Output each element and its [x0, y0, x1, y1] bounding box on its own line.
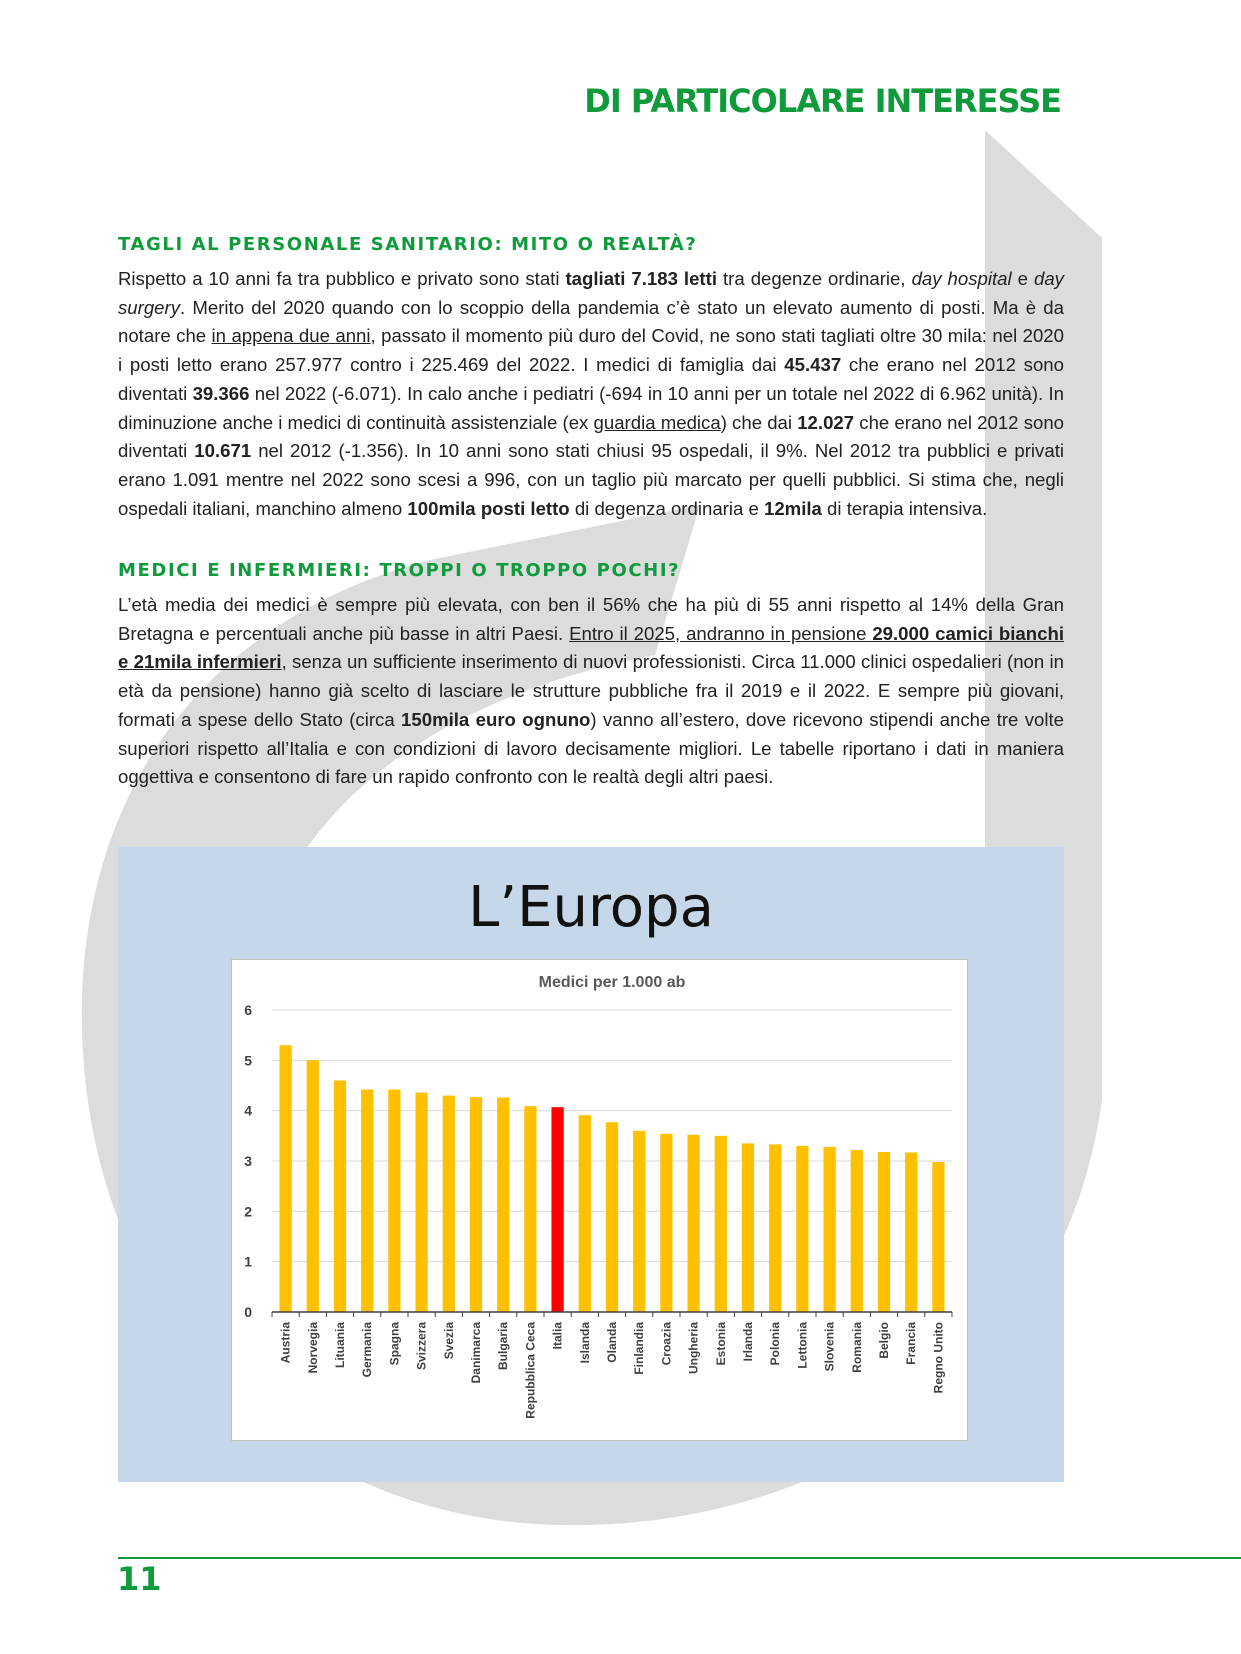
x-tick-label: Bulgaria — [496, 1322, 511, 1371]
x-tick-label: Danimarca — [469, 1322, 483, 1384]
x-tick-label: Repubblica Ceca — [523, 1322, 538, 1419]
x-tick-label: Belgio — [877, 1322, 891, 1359]
bar-francia — [905, 1152, 917, 1312]
y-tick-label: 0 — [244, 1304, 252, 1320]
x-tick-label: Estonia — [713, 1322, 728, 1366]
bar-italia — [551, 1107, 563, 1312]
y-tick-label: 1 — [244, 1253, 252, 1270]
x-tick-label: Lettonia — [795, 1322, 810, 1369]
footer-rule — [118, 1557, 1241, 1559]
chart-panel-title: L’Europa — [468, 875, 714, 940]
bar-lettonia — [796, 1146, 808, 1312]
x-tick-label: Islanda — [577, 1322, 592, 1364]
bar-ungheria — [687, 1135, 699, 1312]
bar-chart — [232, 960, 967, 1440]
bar-polonia — [769, 1144, 781, 1312]
y-tick-label: 4 — [244, 1102, 252, 1119]
x-tick-label: Spagna — [387, 1322, 402, 1366]
bar-olanda — [606, 1122, 618, 1312]
y-tick-label: 2 — [244, 1203, 252, 1220]
bar-islanda — [579, 1115, 591, 1312]
bar-bulgaria — [497, 1098, 509, 1312]
section-heading-medici: MEDICI E INFERMIERI: TROPPI O TROPPO POCHI? — [118, 560, 681, 581]
bar-irlanda — [742, 1143, 754, 1312]
y-tick-label: 6 — [244, 1002, 252, 1018]
bar-svizzera — [415, 1093, 427, 1312]
chart-panel — [118, 847, 1064, 1482]
page-number: 11 — [117, 1560, 162, 1598]
x-tick-label: Regno Unito — [931, 1322, 946, 1394]
x-tick-label: Svezia — [441, 1322, 456, 1360]
bar-lituania — [334, 1080, 346, 1312]
y-tick-label: 5 — [244, 1052, 252, 1069]
bar-spagna — [388, 1090, 400, 1312]
bar-svezia — [443, 1096, 455, 1312]
x-tick-label: Italia — [550, 1322, 565, 1350]
x-tick-label: Olanda — [605, 1322, 619, 1363]
bar-croazia — [660, 1134, 672, 1312]
bar-belgio — [878, 1152, 890, 1312]
x-tick-label: Lituania — [333, 1322, 347, 1369]
bar-danimarca — [470, 1097, 482, 1312]
section-heading-tagli: TAGLI AL PERSONALE SANITARIO: MITO O REALTÀ? — [118, 234, 698, 255]
x-tick-label: Slovenia — [822, 1322, 837, 1372]
x-tick-label: Romania — [849, 1322, 864, 1373]
chart-box — [231, 959, 968, 1441]
bar-germania — [361, 1090, 373, 1312]
x-tick-label: Finlandia — [632, 1322, 647, 1375]
header-title: DI PARTICOLARE INTERESSE — [584, 82, 1061, 120]
x-tick-label: Germania — [360, 1322, 375, 1378]
bar-regno-unito — [932, 1162, 944, 1312]
bar-slovenia — [823, 1147, 835, 1312]
section-tagli — [118, 234, 1064, 523]
x-tick-label: Polonia — [768, 1322, 783, 1366]
bar-romania — [851, 1150, 863, 1312]
x-tick-label: Croazia — [659, 1322, 674, 1366]
x-tick-label: Svizzera — [414, 1322, 429, 1371]
x-tick-label: Ungheria — [686, 1322, 701, 1375]
x-tick-label: Austria — [278, 1322, 293, 1364]
y-tick-label: 3 — [244, 1153, 252, 1169]
x-tick-label: Irlanda — [741, 1322, 755, 1362]
section-medici — [118, 560, 1064, 792]
paragraph-tagli: Rispetto a 10 anni fa tra pubblico e privato sono stati tagliati 7.183 letti tra degenze ordinarie, day hospital e day surgery. Merito del 2020 quando con lo scoppio della pandemia c’è stato un elevato aumento di posti. Ma è da notare che in appena due anni, passato il momento più duro del Covid, ne sono stati tagliati oltre 30 mila: nel 2020 i posti letto erano 257.977 contro i 225.469 del 2022. I medici di famiglia dai 45.437 che erano nel 2012 sono diventati 39.366 nel 2022 (-6.071). In calo anche i pediatri (-694 in 10 anni per un totale nel 2022 di 6.962 unità). In diminuzione anche i medici di continuità assistenziale (ex guardia medica) che dai 12.027 che erano nel 2012 sono diventati 10.671 nel 2012 (-1.356). In 10 anni sono stati chiusi 95 ospedali, il 9%. Nel 2012 tra pubblici e privati erano 1.091 mentre nel 2022 sono scesi a 996, con un taglio più marcato per quelli pubblici. Si stima che, negli ospedali italiani, manchino almeno 100mila posti letto di degenza ordinaria e 12mila di terapia intensiva. — [118, 268, 1065, 519]
chart-title: Medici per 1.000 ab — [538, 974, 686, 991]
x-tick-label: Norvegia — [305, 1322, 320, 1374]
bar-repubblica-ceca — [524, 1106, 536, 1312]
bar-estonia — [715, 1136, 727, 1312]
x-tick-label: Francia — [904, 1322, 919, 1365]
bar-austria — [279, 1045, 291, 1312]
bar-norvegia — [307, 1060, 319, 1312]
paragraph-medici: L’età media dei medici è sempre più elevata, con ben il 56% che ha più di 55 anni rispetto al 14% della Gran Bretagna e percentuali anche più basse in altri Paesi. Entro il 2025, andranno in pensione 29.000 camici bianchi e 21mila infermieri, senza un sufficiente inserimento di nuovi professionisti. Circa 11.000 clinici ospedalieri (non in età da pensione) hanno già scelto di lasciare le strutture pubbliche fra il 2019 e il 2022. E sempre più giovani, formati a spese dello Stato (circa 150mila euro ognuno) vanno all’estero, dove ricevono stipendi anche tre volte superiori rispetto all’Italia e con condizioni di lavoro decisamente migliori. Le tabelle riportano i dati in maniera oggettiva e consentono di fare un rapido confronto con le realtà degli altri paesi. — [118, 594, 1065, 788]
bar-finlandia — [633, 1131, 645, 1312]
